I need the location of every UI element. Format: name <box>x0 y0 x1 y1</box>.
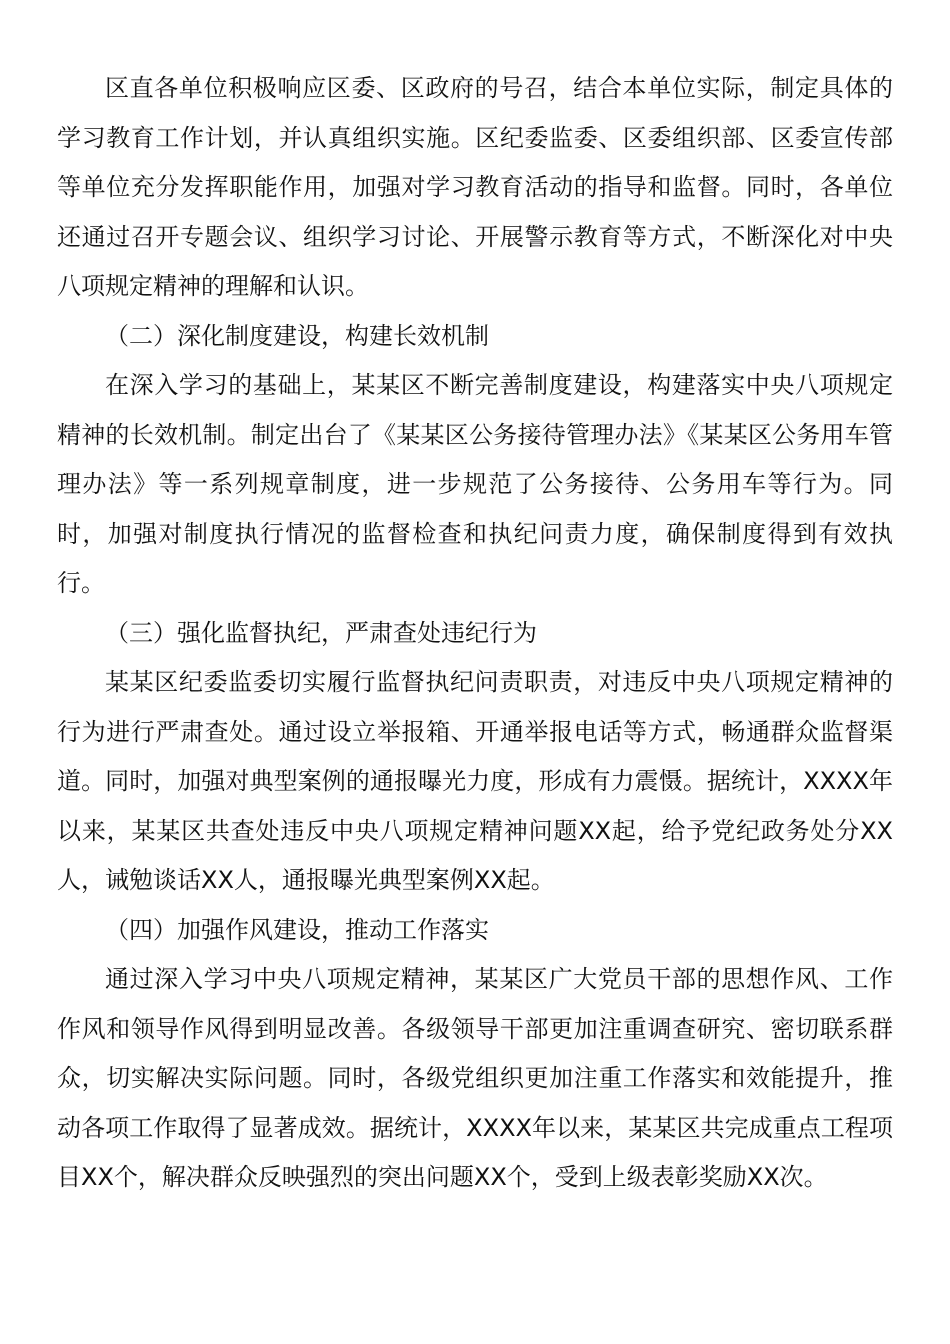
section-heading-4: （四）加强作风建设，推动工作落实 <box>105 915 489 944</box>
paragraph-supervision: 某某区纪委监委切实履行监督执纪问责职责，对违反中央八项规定精神的行为进行严肃查处。通过设立举报箱、开通举报电话等方式，畅通群众监督渠道。同时，加强对典型案例的通报曝光力度，形成有力震慑。据统计，XXXX年以来，某某区共查处违反中央八项规定精神问题XX起，给予党纪政务处分XX人，诫勉谈话XX人，通报曝光典型案例XX起。 <box>57 668 893 894</box>
paragraph-work-style: 通过深入学习中央八项规定精神，某某区广大党员干部的思想作风、工作作风和领导作风得到明显改善。各级领导干部更加注重调查研究、密切联系群众，切实解决实际问题。同时，各级党组织更加注重工作落实和效能提升，推动各项工作取得了显著成效。据统计，XXXX年以来，某某区共完成重点工程项目XX个，解决群众反映强烈的突出问题XX个，受到上级表彰奖励XX次。 <box>57 965 893 1191</box>
section-heading-3: （三）强化监督执纪，严肃查处违纪行为 <box>105 618 537 647</box>
paragraph-system-building: 在深入学习的基础上，某某区不断完善制度建设，构建落实中央八项规定精神的长效机制。制定出台了《某某区公务接待管理办法》《某某区公务用车管理办法》等一系列规章制度，进一步规范了公务接待、公务用车等行为。同时，加强对制度执行情况的监督检查和执纪问责力度，确保制度得到有效执行。 <box>57 371 893 597</box>
document-body <box>57 64 893 1203</box>
paragraph-unit-implementation: 区直各单位积极响应区委、区政府的号召，结合本单位实际，制定具体的学习教育工作计划，并认真组织实施。区纪委监委、区委组织部、区委宣传部等单位充分发挥职能作用，加强对学习教育活动的指导和监督。同时，各单位还通过召开专题会议、组织学习讨论、开展警示教育等方式，不断深化对中央八项规定精神的理解和认识。 <box>57 74 893 300</box>
section-heading-2: （二）深化制度建设，构建长效机制 <box>105 321 489 350</box>
